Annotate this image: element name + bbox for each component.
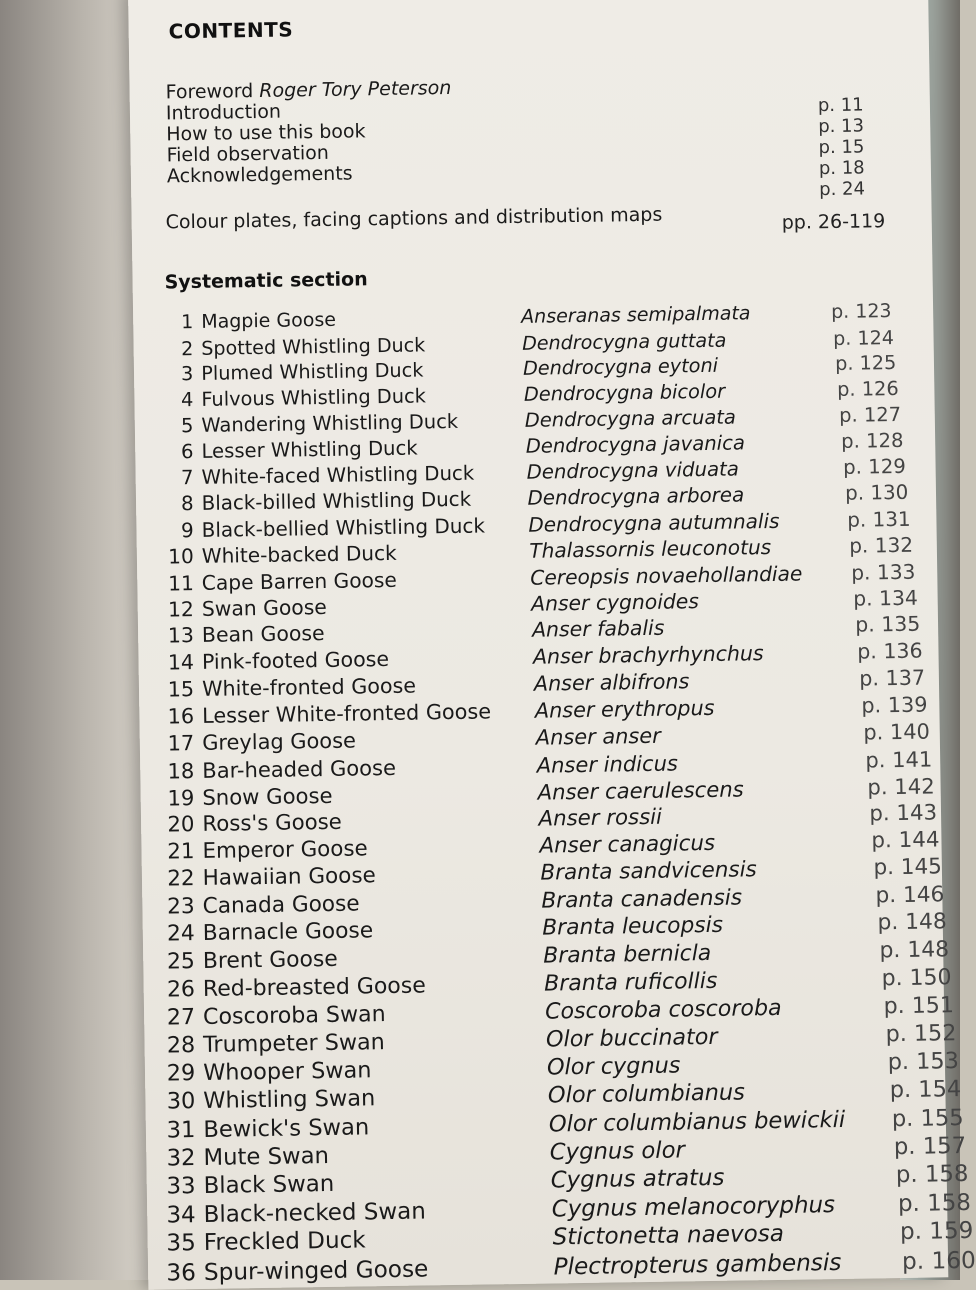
species-number: 35 <box>166 1230 196 1257</box>
species-latin-name: Coscoroba coscoroba <box>544 995 782 1025</box>
species-number: 25 <box>166 948 196 975</box>
species-common-name: Spotted Whistling Duck <box>201 332 426 360</box>
species-latin-name: Cygnus atratus <box>550 1164 725 1194</box>
species-common-name: Spur-winged Goose <box>203 1255 429 1286</box>
front-matter-pages <box>818 94 865 200</box>
species-common-name: Black Swan <box>203 1170 335 1200</box>
species-page: p. 144 <box>871 827 940 854</box>
species-common-name: Snow Goose <box>202 782 333 810</box>
species-latin-name: Cygnus olor <box>549 1137 686 1166</box>
species-latin-name: Anser fabalis <box>531 616 665 643</box>
species-common-name: Ross's Goose <box>202 809 342 837</box>
species-latin-name: Anser canagicus <box>539 830 716 859</box>
foreword-author: Roger Tory Peterson <box>259 76 452 102</box>
colour-plates-label: Colour plates, facing captions and distribution maps <box>165 203 663 234</box>
species-common-name: Greylag Goose <box>202 728 357 755</box>
species-common-name: Mute Swan <box>203 1142 330 1171</box>
species-page: p. 131 <box>847 506 911 532</box>
species-latin-name: Anser caerulescens <box>537 776 744 805</box>
species-common-name: Barnacle Goose <box>202 918 374 947</box>
species-latin-name: Branta sandvicensis <box>540 857 757 886</box>
species-latin-name: Cereopsis novaehollandiae <box>530 560 803 590</box>
book-page <box>128 0 976 1290</box>
species-page: p. 158 <box>895 1161 969 1189</box>
species-latin-name: Anser anser <box>535 723 661 750</box>
species-common-name: Bean Goose <box>201 621 325 648</box>
species-latin-name: Olor columbianus <box>547 1079 746 1109</box>
species-common-name: Wandering Whistling Duck <box>201 409 459 437</box>
front-matter-list <box>165 70 887 186</box>
species-latin-name: Dendrocygna arborea <box>527 483 745 510</box>
front-matter-label: Foreword <box>165 80 254 104</box>
front-page-number: p. 15 <box>818 136 865 159</box>
species-page: p. 135 <box>855 612 921 638</box>
species-page: p. 146 <box>875 882 945 909</box>
species-page: p. 158 <box>897 1189 972 1217</box>
front-matter-label: Introduction <box>165 100 282 125</box>
species-number: 6 <box>180 439 194 463</box>
front-matter-label: Acknowledgements <box>166 162 353 188</box>
species-latin-name: Olor columbianus bewickii <box>548 1106 846 1138</box>
species-page: p. 124 <box>832 325 895 350</box>
species-number: 5 <box>180 413 194 437</box>
species-common-name: Lesser Whistling Duck <box>201 436 418 463</box>
species-page: p. 126 <box>836 376 899 401</box>
species-page: p. 153 <box>887 1048 960 1076</box>
species-number: 33 <box>166 1173 196 1200</box>
species-number: 18 <box>167 757 195 783</box>
species-page: p. 129 <box>842 454 906 479</box>
species-common-name: Brent Goose <box>202 946 338 974</box>
species-latin-name: Olor cygnus <box>546 1052 681 1081</box>
species-latin-name: Anseranas semipalmata <box>521 302 751 328</box>
species-number: 30 <box>166 1088 196 1115</box>
species-latin-name: Anser erythropus <box>534 695 715 723</box>
species-number: 22 <box>167 866 195 892</box>
species-page: p. 157 <box>893 1132 967 1160</box>
species-latin-name: Anser rossii <box>538 804 663 832</box>
species-common-name: Canada Goose <box>202 891 360 919</box>
species-common-name: Emperor Goose <box>202 836 368 864</box>
species-common-name: Coscoroba Swan <box>202 1001 386 1031</box>
species-number: 10 <box>167 544 194 569</box>
species-page: p. 137 <box>859 665 926 691</box>
species-page: p. 155 <box>891 1104 964 1132</box>
species-page: p. 154 <box>889 1076 962 1104</box>
species-common-name: Fulvous Whistling Duck <box>201 384 427 411</box>
species-page: p. 130 <box>844 480 909 505</box>
species-number: 12 <box>167 596 195 622</box>
species-common-name: Bar-headed Goose <box>202 754 397 783</box>
species-number: 23 <box>166 893 195 920</box>
species-common-name: Black-billed Whistling Duck <box>201 487 472 515</box>
species-number: 27 <box>166 1004 196 1031</box>
species-common-name: Black-necked Swan <box>203 1197 426 1228</box>
species-latin-name: Dendrocygna guttata <box>521 328 727 355</box>
species-number: 9 <box>180 517 194 543</box>
species-page: p. 160 <box>901 1246 976 1275</box>
species-latin-name: Dendrocygna viduata <box>526 457 740 484</box>
species-page: p. 134 <box>853 585 919 611</box>
species-common-name: Plumed Whistling Duck <box>201 358 424 386</box>
species-common-name: Lesser White-fronted Goose <box>201 699 492 728</box>
species-page: p. 148 <box>877 909 947 936</box>
species-number: 29 <box>166 1060 196 1087</box>
facing-page-shadow <box>0 0 150 1280</box>
species-common-name: Trumpeter Swan <box>202 1029 385 1059</box>
species-latin-name: Cygnus melanocoryphus <box>551 1191 836 1222</box>
systematic-section-heading: Systematic section <box>164 268 368 294</box>
species-common-name: Black-bellied Whistling Duck <box>201 513 486 542</box>
species-page: p. 148 <box>879 937 950 964</box>
species-common-name: Freckled Duck <box>203 1227 366 1256</box>
front-page-number: p. 11 <box>817 94 864 117</box>
species-page: p. 141 <box>865 745 933 773</box>
species-number: 14 <box>167 650 195 675</box>
species-latin-name: Branta leucopsis <box>542 913 724 941</box>
species-number: 15 <box>167 676 195 702</box>
species-latin-name: Anser brachyrhynchus <box>532 641 764 669</box>
species-number: 8 <box>180 491 194 515</box>
species-page: p. 132 <box>849 532 914 558</box>
species-latin-name: Stictonetta naevosa <box>552 1220 785 1251</box>
species-page: p. 123 <box>830 300 892 323</box>
species-page: p. 152 <box>885 1020 957 1048</box>
colour-plates-pages: pp. 26-119 <box>781 210 886 234</box>
species-common-name: Bewick's Swan <box>203 1113 370 1143</box>
species-number: 1 <box>180 311 194 334</box>
species-number: 17 <box>167 730 195 755</box>
species-number: 31 <box>166 1116 196 1144</box>
species-common-name: Pink-footed Goose <box>201 647 390 675</box>
front-page-number: p. 24 <box>819 178 866 201</box>
species-common-name: Red-breasted Goose <box>202 973 426 1002</box>
species-common-name: White-fronted Goose <box>201 673 417 701</box>
front-page-number: p. 18 <box>818 157 865 180</box>
species-number: 4 <box>180 387 194 412</box>
species-number: 26 <box>166 976 196 1003</box>
species-common-name: Swan Goose <box>201 594 328 621</box>
species-number: 11 <box>167 570 195 595</box>
species-latin-name: Dendrocygna bicolor <box>523 379 726 406</box>
species-latin-name: Branta ruficollis <box>543 968 718 997</box>
species-latin-name: Anser albifrons <box>533 669 690 696</box>
species-number: 2 <box>180 336 194 360</box>
species-number: 13 <box>167 623 195 648</box>
species-latin-name: Plectropterus gambensis <box>553 1248 842 1281</box>
species-number: 20 <box>167 811 195 838</box>
species-page: p. 133 <box>851 559 916 585</box>
species-page: p. 139 <box>861 692 928 718</box>
species-common-name: White-backed Duck <box>201 540 397 569</box>
species-common-name: Cape Barren Goose <box>201 567 398 595</box>
species-latin-name: Dendrocygna autumnalis <box>528 508 780 537</box>
species-common-name: Magpie Goose <box>201 308 337 333</box>
species-latin-name: Thalassornis leuconotus <box>529 535 772 563</box>
species-number: 36 <box>166 1258 197 1287</box>
species-page: p. 128 <box>840 428 904 453</box>
front-matter-label: How to use this book <box>166 120 366 146</box>
species-page: p. 142 <box>867 773 935 800</box>
species-list <box>133 299 976 1287</box>
species-latin-name: Dendrocygna javanica <box>525 430 746 458</box>
contents-heading: CONTENTS <box>168 17 294 44</box>
species-common-name: Hawaiian Goose <box>202 863 377 892</box>
species-latin-name: Olor buccinator <box>545 1024 718 1053</box>
species-common-name: Whistling Swan <box>203 1085 376 1115</box>
species-page: p. 151 <box>883 992 955 1020</box>
species-number: 34 <box>166 1201 196 1229</box>
species-number: 3 <box>180 362 194 386</box>
species-number: 19 <box>167 784 195 811</box>
species-common-name: White-faced Whistling Duck <box>201 461 475 489</box>
front-matter-label: Field observation <box>166 141 330 167</box>
species-latin-name: Branta bernicla <box>543 940 712 969</box>
species-page: p. 127 <box>838 402 902 427</box>
species-page: p. 159 <box>899 1217 974 1246</box>
species-latin-name: Anser cygnoides <box>531 589 700 616</box>
species-latin-name: Dendrocygna arcuata <box>524 405 737 432</box>
species-page: p. 125 <box>834 351 897 376</box>
species-number: 16 <box>167 703 195 729</box>
species-number: 24 <box>166 921 195 947</box>
species-page: p. 145 <box>873 854 943 881</box>
species-number: 28 <box>166 1032 196 1059</box>
species-page: p. 136 <box>857 638 923 664</box>
species-common-name: Whooper Swan <box>203 1057 372 1087</box>
species-latin-name: Anser indicus <box>536 749 679 778</box>
front-page-number: p. 13 <box>818 115 865 138</box>
species-page: p. 143 <box>869 800 938 827</box>
species-latin-name: Dendrocygna eytoni <box>522 353 719 381</box>
species-latin-name: Branta canadensis <box>541 885 743 914</box>
species-page: p. 150 <box>881 964 952 991</box>
species-page: p. 140 <box>863 719 930 745</box>
species-number: 32 <box>166 1144 196 1172</box>
species-number: 21 <box>167 839 195 865</box>
species-number: 7 <box>180 465 194 489</box>
